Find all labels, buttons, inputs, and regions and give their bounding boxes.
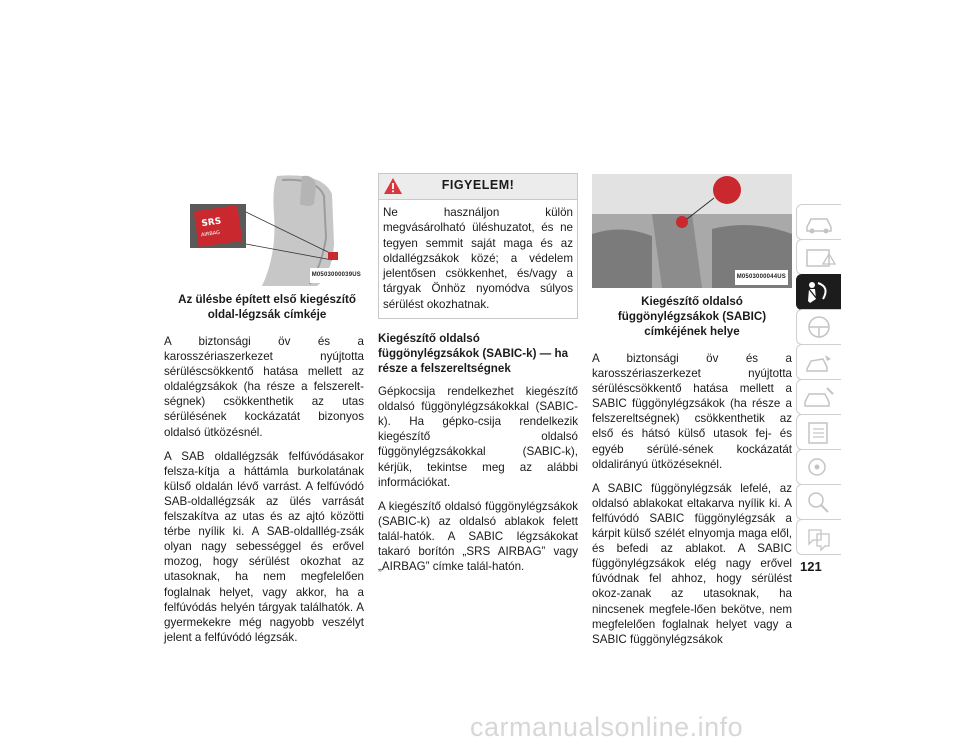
- warning-box: [378, 173, 578, 319]
- body-paragraph: Gépkocsija rendelkezhet kiegészítő oldalsó függönylégzsákokkal (SABIC-k). Ha gépko-csija rendelkezik kiegészítő oldalsó függönylégzsákokkal (SABIC-k), kérjük, tekintse meg az alábbi információkat.: [378, 385, 578, 489]
- car-info-icon: [797, 205, 841, 239]
- tab-driving[interactable]: [796, 309, 841, 345]
- tab-safety[interactable]: [796, 274, 841, 310]
- warning-header: [379, 174, 577, 200]
- car-service-icon: [797, 380, 841, 414]
- tab-specifications[interactable]: [796, 414, 841, 450]
- tab-dashboard[interactable]: [796, 239, 841, 275]
- figure-caption: Az ülésbe épített első kiegészítő oldal-légzsák címkéje: [178, 293, 356, 321]
- language-icon: [797, 520, 841, 554]
- body-paragraph: A biztonsági öv és a karosszériaszerkezet nyújtotta sérüléscsökkentő hatása mellett a SABIC függönylégzsákok (ha része a felszereltségnek) csökkenthetik az első és hátsó külső utasok fej- és egyéb sérülé-sének kockázatát oldalirányú ütközéseknél.: [592, 352, 792, 471]
- body-paragraph: A SABIC függönylégzsák lefelé, az oldalsó ablakokat eltakarva nyílik ki. A felfúvódó SABIC függönylégzsák a kárpit külső szélét elnyomja maga elől, és befedi az ablakot. A SABIC függönylégzsákok elég nagy erővel fúvódnak fel ahhoz, hogy sérülést okoz-zanak az utasoknak, ha nincsenek megfele-lően bekötve, nem megfelelően foglalnak helyet vagy a SABIC függönylégzsákok: [592, 481, 792, 646]
- multimedia-icon: [797, 450, 841, 484]
- tab-multimedia[interactable]: [796, 449, 841, 485]
- tab-emergency[interactable]: [796, 344, 841, 380]
- figure-code: M0503000044US: [735, 270, 788, 285]
- car-crash-icon: [797, 345, 841, 379]
- figure-code: M0503000039US: [310, 268, 363, 283]
- tab-car-info[interactable]: [796, 204, 841, 240]
- watermark[interactable]: carmanualsonline.info: [470, 712, 744, 742]
- right-column: [592, 0, 792, 656]
- checklist-icon: [797, 415, 841, 449]
- sabic-label-figure: [592, 174, 792, 288]
- dashboard-warning-icon: [797, 240, 841, 274]
- warning-text: Ne használjon külön megvásárolható üléshuzatot, és ne tegyen semmit saját maga és az oldallégzsákok közé; a védelem jelentősen csökkenhet, és/vagy a tárgyak Önhöz nyomódva súlyos sérülést okozhatnak.: [383, 206, 573, 311]
- body-paragraph: A kiegészítő oldalsó függönylégzsákok (SABIC-k) az oldalsó ablakok felett talál-hatók. A SABIC légzsákokat takaró borítón „SRS AIRBAG” vagy „AIRBAG” címke talál-hatón.: [378, 499, 578, 574]
- airbag-seatbelt-icon: [797, 275, 841, 309]
- tab-service[interactable]: [796, 379, 841, 415]
- seat-airbag-figure: [182, 174, 367, 286]
- figure-caption: Kiegészítő oldalsó függönylégzsákok (SABIC) címkéjének helye: [617, 295, 767, 338]
- svg-text:AIRBAG: AIRBAG: [200, 229, 221, 239]
- page-number: 121: [800, 559, 822, 574]
- left-column: [164, 0, 364, 654]
- tab-language[interactable]: [796, 519, 841, 555]
- section-heading: Kiegészítő oldalsó függönylégzsákok (SABIC-k) — ha része a felszereltségnek: [378, 332, 569, 376]
- svg-text:SRS: SRS: [200, 216, 223, 230]
- search-index-icon: [797, 485, 841, 519]
- body-paragraph: A SAB oldallégzsák felfúvódásakor felsza-kítja a háttámla burkolatának külső oldalán lévő varrást. A felfúvódó SAB-oldallégzsák az ülés varrását felszakítva az utas és az ajtó közötti térbe nyílik ki. A SAB-oldalllég-zsák olyan nagy sebességgel és erővel mozog, hogy sérülést okozhat az utasoknak, ha nem megfelelően foglalnak helyet, vagy akkor, ha a felfúvódás helyén tárgyak találhatók. A gyermekekre még nagyobb veszélyt jelent a felfúvódó légzsák.: [164, 449, 364, 644]
- warning-title: FIGYELEM!: [441, 178, 515, 192]
- body-paragraph: A biztonsági öv és a karosszériaszerkezet nyújtotta sérüléscsökkentő hatása mellett az oldalégzsákok (ha része a felszerelt-ségnek) csökkenthetik az utas sérülésének kockázatát bizonyos oldalsó ütközésnél.: [164, 335, 364, 439]
- middle-column: [378, 0, 578, 583]
- tab-index[interactable]: [796, 484, 841, 520]
- steering-wheel-icon: [797, 310, 841, 344]
